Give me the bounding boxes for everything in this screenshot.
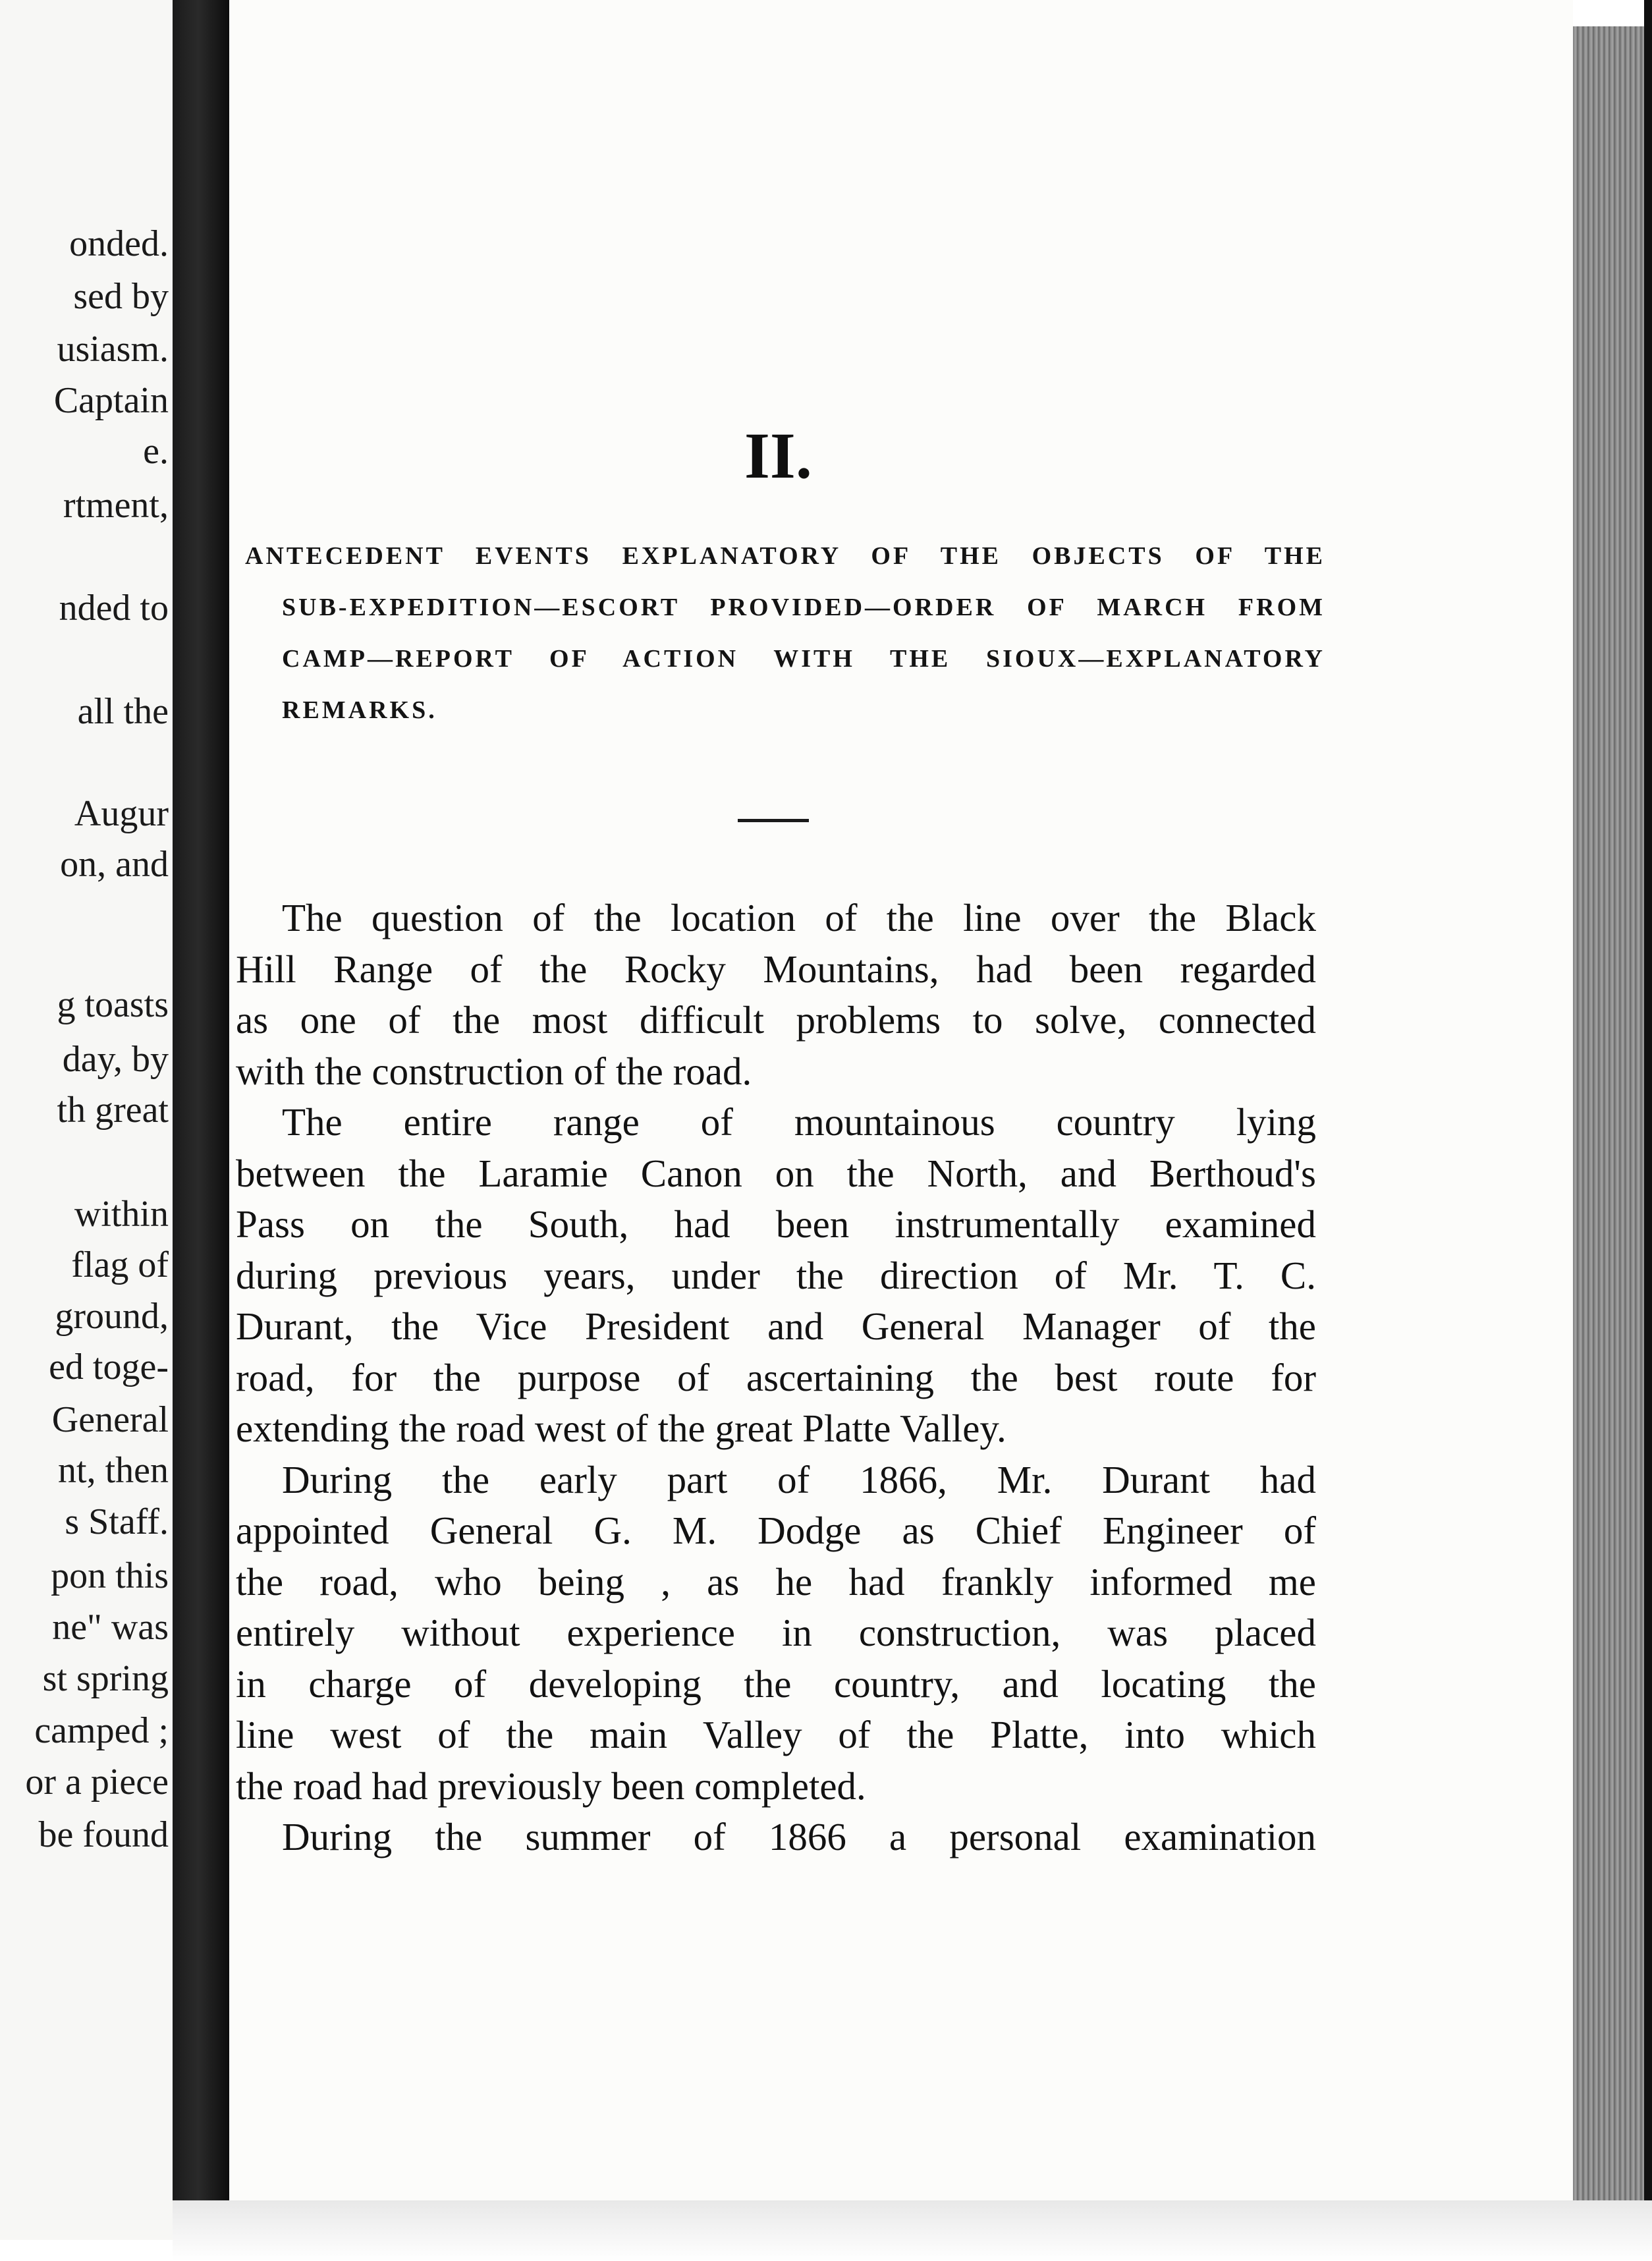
left-page-line: e. xyxy=(143,431,169,472)
text-line: The question of the location of the line over the Black xyxy=(282,896,1316,939)
left-page-line: usiasm. xyxy=(57,329,169,370)
left-page-line: rtment, xyxy=(63,485,169,526)
text-line: between the Laramie Canon on the North, and Berthoud's xyxy=(236,1151,1316,1195)
left-page-line: pon this xyxy=(51,1555,169,1596)
text-line: Hill Range of the Rocky Mountains, had been regarded xyxy=(236,947,1316,991)
left-page-line: camped ; xyxy=(34,1710,169,1751)
paragraph xyxy=(236,893,1316,1097)
left-page-line: nt, then xyxy=(58,1450,169,1491)
paragraph xyxy=(236,1455,1316,1812)
left-page-line: ed toge- xyxy=(49,1347,169,1387)
left-page-line: or a piece xyxy=(25,1762,169,1802)
left-page-line: day, by xyxy=(62,1039,169,1080)
page-edges xyxy=(1573,26,1652,2220)
left-page-line: ne" was xyxy=(52,1607,169,1648)
text-line: The entire range of mountainous country lying xyxy=(282,1100,1316,1144)
text-line: entirely without experience in construction, was placed xyxy=(236,1611,1316,1654)
text-line: Durant, the Vice President and General Manager of the xyxy=(236,1304,1316,1348)
paragraph xyxy=(236,1097,1316,1455)
left-page-line: on, and xyxy=(60,844,169,885)
subtitle-line: REMARKS. xyxy=(282,696,437,724)
text-line: road, for the purpose of ascertaining the best route for xyxy=(236,1355,1316,1399)
left-page-line: Captain xyxy=(53,380,169,421)
left-page-line: th great xyxy=(57,1090,169,1130)
left-page-line: Augur xyxy=(74,793,169,834)
left-page-line: within xyxy=(74,1194,169,1235)
left-page-line: s Staff. xyxy=(65,1501,169,1542)
text-line: During the early part of 1866, Mr. Durant had xyxy=(282,1457,1316,1501)
book-gutter xyxy=(173,0,229,2261)
text-line: during previous years, under the direction of Mr. T. C. xyxy=(236,1253,1316,1297)
text-line: as one of the most difficult problems to solve, connected xyxy=(236,998,1316,1042)
text-line: Pass on the South, had been instrumentally examined xyxy=(236,1202,1316,1246)
text-line: line west of the main Valley of the Platte, into which xyxy=(236,1713,1316,1756)
text-line: extending the road west of the great Platte Valley. xyxy=(236,1407,1006,1450)
left-page-line: flag of xyxy=(71,1244,169,1285)
left-page-line: sed by xyxy=(73,276,169,317)
text-line: in charge of developing the country, and locating the xyxy=(236,1661,1316,1706)
text-line: appointed General G. M. Dodge as Chief Engineer of xyxy=(236,1509,1316,1552)
chapter-number: II. xyxy=(744,419,812,492)
bottom-margin xyxy=(173,2200,1652,2261)
text-line: the road had previously been completed. xyxy=(236,1764,866,1808)
chapter-subtitle xyxy=(245,530,1325,736)
body-text xyxy=(236,893,1316,1863)
paragraph xyxy=(236,1812,1316,1863)
text-line: with the construction of the road. xyxy=(236,1049,752,1093)
page-edge-shadow xyxy=(1644,0,1652,2261)
left-facing-page xyxy=(0,0,173,2240)
subtitle-line: ANTECEDENT EVENTS EXPLANATORY OF THE OBJECTS OF THE xyxy=(245,542,1325,570)
left-page-line: all the xyxy=(77,691,169,732)
left-page-line: General xyxy=(51,1399,169,1440)
subtitle-line: CAMP—REPORT OF ACTION WITH THE SIOUX—EXPLANATORY xyxy=(282,645,1325,673)
text-line: the road, who being , as he had frankly informed me xyxy=(236,1559,1316,1604)
text-line: During the summer of 1866 a personal examination xyxy=(282,1815,1316,1858)
left-page-line: onded. xyxy=(69,223,169,264)
left-page-line: g toasts xyxy=(57,984,169,1025)
left-page-line: nded to xyxy=(59,588,169,628)
left-page-line: st spring xyxy=(42,1658,169,1699)
left-page-line: ground, xyxy=(55,1296,169,1337)
left-page-line: be found xyxy=(38,1814,169,1855)
subtitle-line: SUB-EXPEDITION—ESCORT PROVIDED—ORDER OF MARCH FROM xyxy=(282,594,1325,621)
section-divider-rule xyxy=(738,819,809,822)
